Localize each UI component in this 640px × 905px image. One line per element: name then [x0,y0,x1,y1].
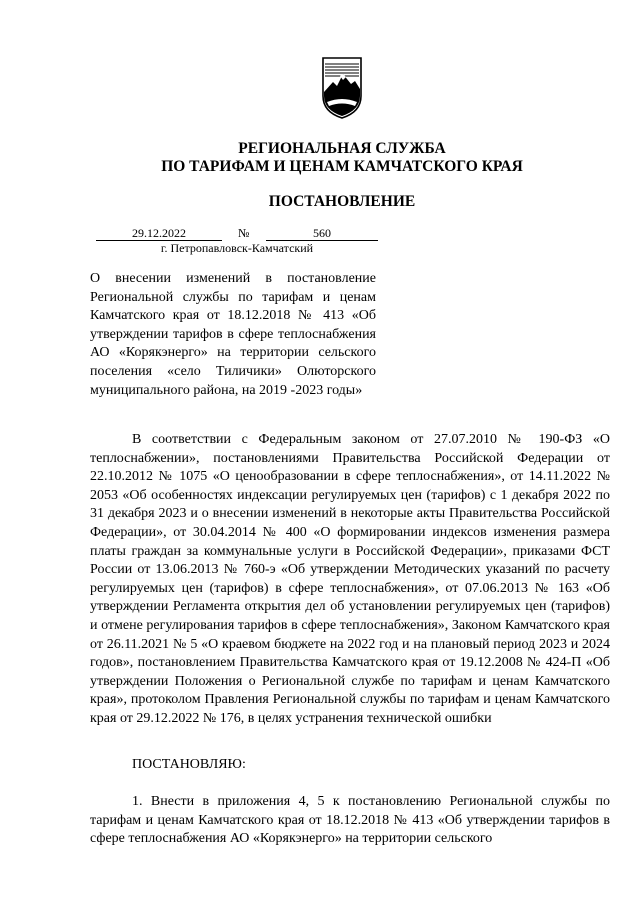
city-name: г. Петропавловск-Камчатский [160,241,314,255]
decree-word: ПОСТАНОВЛЯЮ: [132,757,246,772]
number-sign: № [238,226,250,240]
preamble-paragraph: В соответствии с Федеральным законом от 27.07.2010 № 190-ФЗ «О теплоснабжении», постановлениями Правительства Российской Федерации от 22.10.2012 № 1075 «О ценообразовании в сфере теплоснабжения», от 14.11.2022 № 2053 «Об особенностях индексации регулируемых цен (тарифов) с 1 декабря 2022 по 31 декабря 2023 и о внесении изменений в некоторые акты Правительства Российской Федерации», от 30.04.2014 № 400 «О формировании индексов изменения размера платы граждан за коммунальные услуги в Российской Федерации», приказами ФСТ России от 13.06.2013 № 760-э «Об утверждении Методических указаний по расчету регулируемых цен (тарифов) в сфере теплоснабжения», от 07.06.2013 № 163 «Об утверждении Регламента открытия дел об установлении регулируемых цен (тарифов) и отмене регулирования тарифов в сфере теплоснабжения», Законом Камчатского края от 26.11.2021 № 5 «О краевом бюджете на 2022 год и на плановый период 2023 и 2024 годов», постановлением Правительства Камчатского края от 19.12.2008 № 424-П «Об утверждении Положения о Региональной службе по тарифам и ценам Камчатского края», протоколом Правления Региональной службы по тарифам и ценам Камчатского края от 29.12.2022 № 176, в целях устранения технической ошибки [90,432,610,726]
document-number: 560 [266,226,378,241]
kamchatka-emblem-icon [321,56,363,120]
item-1-paragraph: 1. Внести в приложения 4, 5 к постановлению Региональной службы по тарифам и ценам Камчатского края от 18.12.2018 № 413 «Об утверждении тарифов в сфере теплоснабжения АО «Корякэнерго» на территории сельского [90,794,610,847]
org-name-line1: РЕГИОНАЛЬНАЯ СЛУЖБА [238,140,446,157]
document-subject: О внесении изменений в постановление Региональной службы по тарифам и ценам Камчатского края от 18.12.2018 № 413 «Об утверждении тарифов в сфере теплоснабжения АО «Корякэнерго» на территории сельского поселения «село Тиличики» Олюторского муниципального района, на 2019 -2023 годы» [90,271,376,398]
org-name-line2: ПО ТАРИФАМ И ЦЕНАМ КАМЧАТСКОГО КРАЯ [161,158,523,175]
document-type: ПОСТАНОВЛЕНИЕ [268,193,416,210]
document-date: 29.12.2022 [96,226,222,241]
